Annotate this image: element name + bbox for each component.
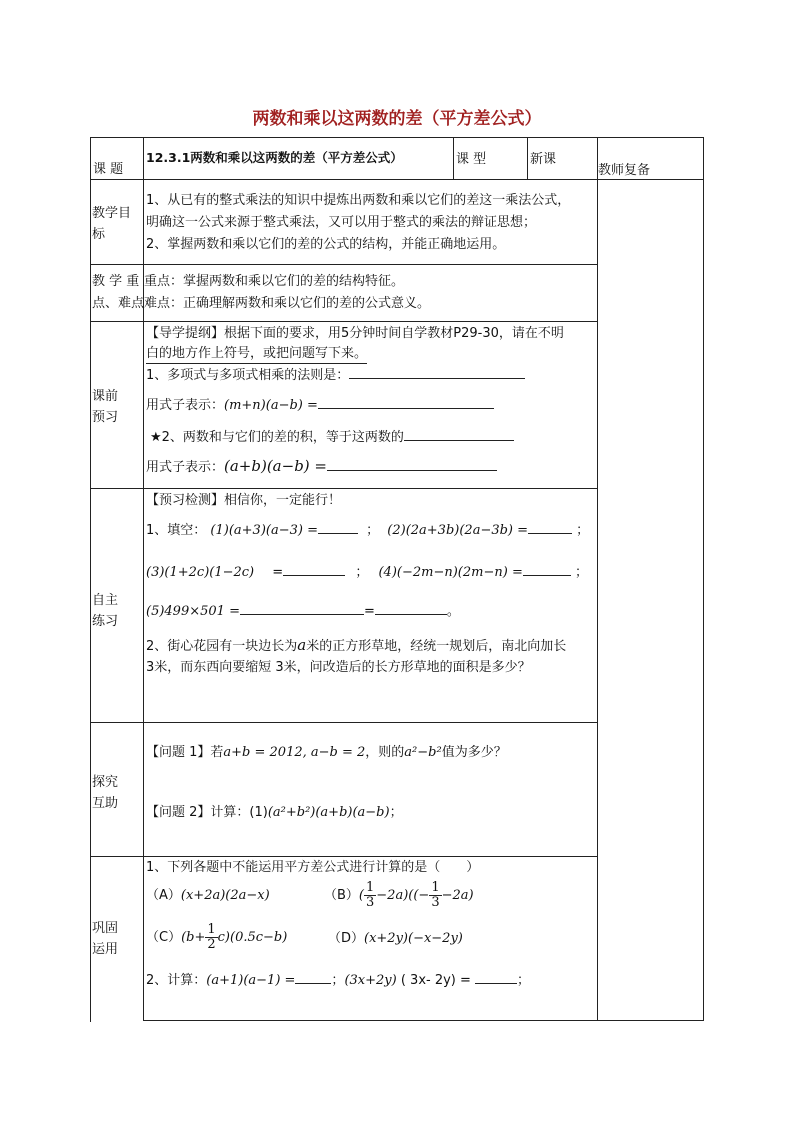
- explore-problem-2: [146, 803, 403, 822]
- teacher-review: 教师复备: [598, 163, 651, 178]
- apply-opt-a: [146, 886, 270, 905]
- table-row-divider: [90, 264, 597, 265]
- p2-tail: ；: [389, 805, 403, 820]
- label-type: 课 型: [456, 152, 487, 167]
- q2-var: a: [297, 636, 307, 654]
- q2-e2: (3x+2y): [344, 973, 397, 988]
- separator: ；: [574, 565, 588, 580]
- preview-intro-1: 【导学提纲】根据下面的要求，用5分钟时间自学教材P29-30，请在不明: [146, 326, 564, 341]
- opt-d-label: （D）: [328, 931, 365, 946]
- preview-q1-text: 1、多项式与多项式相乘的法则是：: [146, 368, 350, 383]
- table-border-right: [703, 137, 704, 1021]
- answer-blank: [318, 521, 358, 534]
- fraction: $\frac{1}{3}$: [431, 880, 440, 910]
- q2-label: 2、计算：: [146, 973, 207, 988]
- table-border-left: [90, 137, 91, 1022]
- page-title: 两数和乘以这两数的差（平方差公式）: [252, 109, 542, 129]
- apply-q1: 1、下列各题中不能运用平方差公式进行计算的是（ ）: [146, 860, 480, 875]
- label-explore: 探究互助: [92, 775, 119, 811]
- separator: ；: [366, 523, 380, 538]
- apply-opt-b: [324, 878, 474, 914]
- label-practice: 自主练习: [92, 593, 119, 629]
- label-goals: 教学目标: [92, 206, 132, 242]
- p1-expr: a²−b²: [404, 745, 442, 760]
- fill-e1: (1)(a+3)(a−3) =: [210, 523, 318, 538]
- p1-tail: 值为多少？: [441, 745, 507, 760]
- lesson-type: 新课: [530, 152, 557, 167]
- table-border-bottom: [143, 1020, 703, 1021]
- opt-c-label: （C）: [146, 930, 182, 945]
- fill-label: 1、填空：: [146, 523, 207, 538]
- separator: ；: [331, 973, 345, 988]
- practice-fill-2: [146, 563, 588, 582]
- p1-mid: ，则的: [365, 745, 405, 760]
- opt-d-expr: (x+2y)(−x−2y): [364, 931, 463, 946]
- p1-cond: a+b = 2012, a−b = 2: [223, 745, 366, 760]
- preview-expr1: [146, 396, 494, 415]
- answer-blank: [475, 971, 517, 984]
- fraction: $\frac{1}{2}$: [207, 922, 216, 952]
- answer-blank: [318, 396, 494, 409]
- preview-q2: [150, 428, 514, 447]
- q2-e3: ( 3x- 2y) =: [400, 973, 471, 988]
- opt-c-pre: (b+: [181, 930, 206, 945]
- separator: ；: [355, 565, 369, 580]
- goal-line-3: 2、掌握两数和乘以它们的差的公式的结构，并能正确地运用。: [146, 237, 506, 252]
- answer-blank: [349, 366, 525, 379]
- practice-fill-1: [146, 521, 589, 540]
- practice-q2-line2: 3米，而东西向要缩短 3米，问改造后的长方形草地的面积是多少？: [146, 660, 531, 675]
- practice-fill-3: [146, 602, 460, 621]
- expr-label: 用式子表示：: [146, 398, 225, 413]
- opt-b-label: （B）: [324, 888, 359, 903]
- preview-expr2: [146, 457, 497, 477]
- fill-e5: (5)499×501 =: [146, 604, 240, 619]
- table-col-divider: [527, 137, 528, 180]
- answer-blank: [240, 602, 364, 615]
- difficult-point: 难点：正确理解两数和乘以它们的差的公式意义。: [144, 296, 431, 311]
- answer-blank: [528, 521, 572, 534]
- answer-blank: [283, 563, 345, 576]
- q2-text-b: 米的正方形草地，经统一规划后，南北向加长: [306, 639, 567, 654]
- answer-blank: [404, 428, 514, 441]
- apply-opt-d: [328, 929, 463, 948]
- p2-expr: (a²+b²)(a+b)(a−b): [267, 805, 390, 820]
- table-row-divider: [90, 722, 597, 723]
- fill-e3: (3)(1+2c)(1−2c): [146, 565, 255, 580]
- label-apply: 巩固运用: [92, 921, 119, 957]
- label-preview: 课前预习: [92, 389, 119, 425]
- table-col-divider: [597, 137, 598, 1021]
- practice-head: 【预习检测】相信你，一定能行！: [146, 493, 342, 508]
- apply-opt-c: [146, 920, 287, 956]
- opt-b-end: −2a): [441, 888, 474, 903]
- opt-b-mid: −2a)((−: [376, 888, 430, 903]
- preview-q1: [146, 366, 525, 385]
- separator: ；: [576, 523, 590, 538]
- expr-mn: (m+n)(a−b) =: [224, 398, 318, 413]
- q2-e1: (a+1)(a−1) =: [206, 973, 296, 988]
- label-key-a: 教 学 重: [92, 274, 140, 289]
- answer-blank: [295, 971, 331, 984]
- opt-a-expr: (x+2a)(2a−x): [180, 888, 270, 903]
- label-key-b: 点、难点: [92, 296, 145, 311]
- table-col-divider: [143, 137, 144, 1021]
- preview-intro-2: 白的地方作上符号，或把问题写下来。: [146, 344, 367, 364]
- label-topic: 课 题: [93, 162, 124, 177]
- separator: ；: [517, 973, 531, 988]
- table-row-divider: [90, 488, 597, 489]
- table-col-divider: [453, 137, 454, 180]
- answer-blank: [375, 602, 447, 615]
- fill-e2: (2)(2a+3b)(2a−3b) =: [387, 523, 529, 538]
- table-row-divider: [90, 856, 597, 857]
- fill-e4: (4)(−2m−n)(2m−n) =: [378, 565, 523, 580]
- goal-line-2: 明确这一公式来源于整式乘法，又可以用于整式的乘法的辩证思想；: [146, 215, 537, 230]
- practice-q2-line1: [146, 636, 566, 656]
- period: 。: [446, 604, 460, 619]
- explore-problem-1: [146, 743, 507, 762]
- goal-line-1: 1、从已有的整式乘法的知识中提炼出两数和乘以它们的差这一乘法公式，: [146, 193, 571, 208]
- apply-q2: [146, 971, 530, 990]
- table-border-top: [90, 137, 703, 138]
- equals: =: [363, 604, 375, 619]
- equals: =: [272, 565, 284, 580]
- opt-c-end: c)(0.5c−b): [217, 930, 288, 945]
- p2-head: 【问题 2】计算：(1): [146, 805, 268, 820]
- answer-blank: [327, 458, 497, 471]
- opt-a-label: （A）: [146, 888, 181, 903]
- fraction: $\frac{1}{3}$: [366, 880, 375, 910]
- q2-text-a: 2、街心花园有一块边长为: [146, 639, 298, 654]
- table-row-divider: [90, 321, 597, 322]
- p1-head: 【问题 1】若: [146, 745, 224, 760]
- preview-q2-text: ★2、两数和与它们的差的积，等于这两数的: [150, 430, 404, 445]
- answer-blank: [523, 563, 571, 576]
- opt-b-pre: (: [358, 888, 364, 903]
- key-point: 重点：掌握两数和乘以它们的差的结构特征。: [144, 274, 405, 289]
- topic-title: 12.3.1两数和乘以这两数的差（平方差公式）: [146, 150, 403, 165]
- expr-ab: (a+b)(a−b) =: [224, 457, 327, 475]
- expr-label: 用式子表示：: [146, 460, 225, 475]
